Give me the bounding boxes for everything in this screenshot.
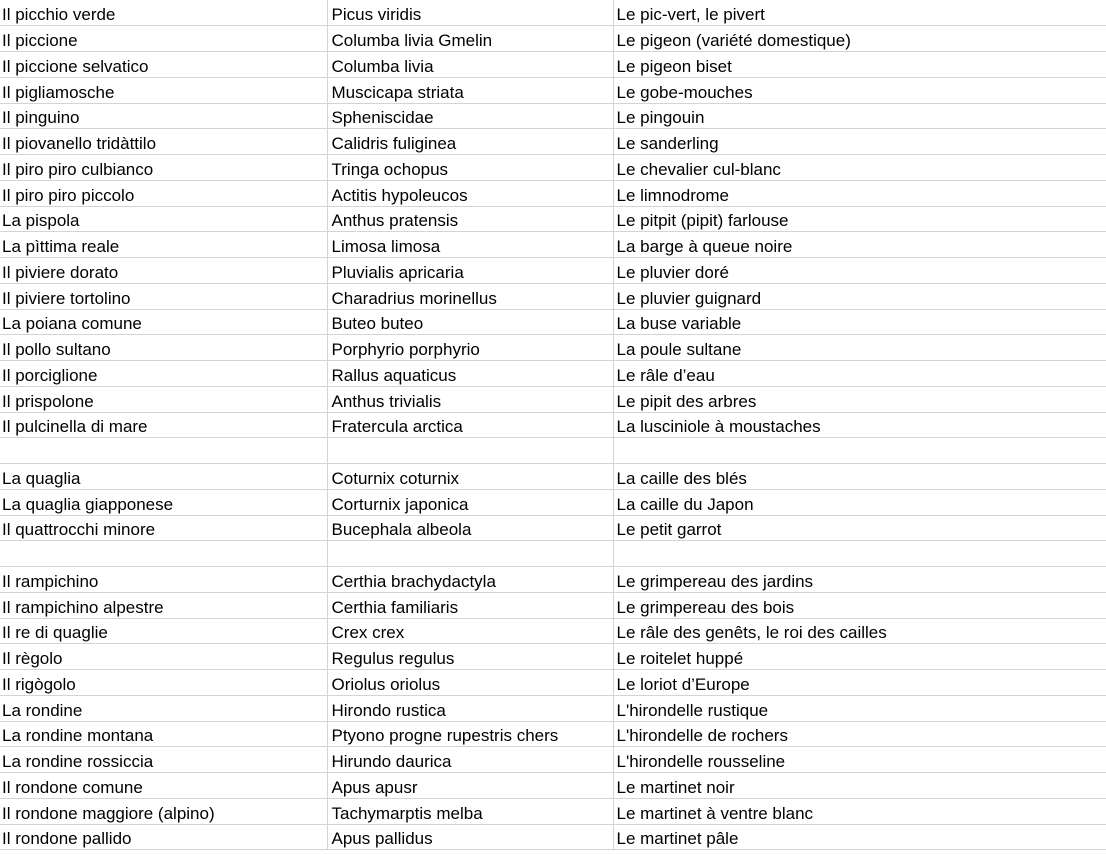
cell-italian-name[interactable]: Il pigliamosche: [0, 77, 327, 103]
table-row: [0, 798, 1106, 824]
table-row: [0, 386, 1106, 412]
cell-italian-name[interactable]: La rondine rossiccia: [0, 747, 327, 773]
cell-italian-name[interactable]: Il porciglione: [0, 361, 327, 387]
cell-latin-name[interactable]: Rallus aquaticus: [327, 361, 613, 387]
cell-latin-name[interactable]: Apus pallidus: [327, 824, 613, 850]
table-row: [0, 232, 1106, 258]
cell-italian-name[interactable]: La pispola: [0, 206, 327, 232]
cell-french-name[interactable]: Le pigeon biset: [613, 52, 1106, 78]
cell-italian-name[interactable]: Il rampichino: [0, 567, 327, 593]
cell-latin-name[interactable]: Spheniscidae: [327, 103, 613, 129]
table-row: [0, 258, 1106, 284]
cell-latin-name[interactable]: Picus viridis: [327, 0, 613, 26]
cell-french-name[interactable]: La caille du Japon: [613, 489, 1106, 515]
table-row: [0, 464, 1106, 490]
cell-latin-name[interactable]: Regulus regulus: [327, 644, 613, 670]
cell-latin-name[interactable]: Columba livia: [327, 52, 613, 78]
cell-italian-name[interactable]: La poiana comune: [0, 309, 327, 335]
table-row: [0, 618, 1106, 644]
cell-french-name[interactable]: [613, 541, 1106, 567]
cell-italian-name[interactable]: Il rondone comune: [0, 773, 327, 799]
cell-italian-name[interactable]: Il piro piro piccolo: [0, 180, 327, 206]
cell-italian-name[interactable]: La pìttima reale: [0, 232, 327, 258]
table-row: [0, 438, 1106, 464]
cell-french-name[interactable]: Le pingouin: [613, 103, 1106, 129]
table-row: [0, 155, 1106, 181]
cell-latin-name[interactable]: Charadrius morinellus: [327, 283, 613, 309]
cell-italian-name[interactable]: Il rondone maggiore (alpino): [0, 798, 327, 824]
cell-italian-name[interactable]: La quaglia giapponese: [0, 489, 327, 515]
table-row: [0, 26, 1106, 52]
cell-italian-name[interactable]: Il piviere tortolino: [0, 283, 327, 309]
cell-latin-name[interactable]: [327, 541, 613, 567]
table-row: [0, 515, 1106, 541]
cell-latin-name[interactable]: Anthus pratensis: [327, 206, 613, 232]
cell-italian-name[interactable]: Il rampichino alpestre: [0, 592, 327, 618]
cell-french-name[interactable]: Le râle des genêts, le roi des cailles: [613, 618, 1106, 644]
cell-french-name[interactable]: Le pipit des arbres: [613, 386, 1106, 412]
cell-italian-name[interactable]: Il quattrocchi minore: [0, 515, 327, 541]
cell-french-name[interactable]: Le pitpit (pipit) farlouse: [613, 206, 1106, 232]
table-row: [0, 0, 1106, 26]
cell-french-name[interactable]: Le pigeon (variété domestique): [613, 26, 1106, 52]
cell-latin-name[interactable]: Apus apusr: [327, 773, 613, 799]
cell-italian-name[interactable]: Il pollo sultano: [0, 335, 327, 361]
table-row: [0, 644, 1106, 670]
cell-latin-name[interactable]: Pluvialis apricaria: [327, 258, 613, 284]
cell-italian-name[interactable]: Il règolo: [0, 644, 327, 670]
cell-latin-name[interactable]: Certhia familiaris: [327, 592, 613, 618]
cell-latin-name[interactable]: Muscicapa striata: [327, 77, 613, 103]
cell-latin-name[interactable]: Corturnix japonica: [327, 489, 613, 515]
table-row: [0, 335, 1106, 361]
table-row: [0, 206, 1106, 232]
table-row: [0, 541, 1106, 567]
cell-latin-name[interactable]: Oriolus oriolus: [327, 670, 613, 696]
table-row: [0, 567, 1106, 593]
table-row: [0, 361, 1106, 387]
cell-latin-name[interactable]: Tringa ochopus: [327, 155, 613, 181]
cell-italian-name[interactable]: Il pulcinella di mare: [0, 412, 327, 438]
cell-latin-name[interactable]: Tachymarptis melba: [327, 798, 613, 824]
cell-french-name[interactable]: Le pluvier guignard: [613, 283, 1106, 309]
table-row: [0, 180, 1106, 206]
table-row: [0, 747, 1106, 773]
table-row: [0, 489, 1106, 515]
cell-italian-name[interactable]: [0, 438, 327, 464]
cell-italian-name[interactable]: Il picchio verde: [0, 0, 327, 26]
cell-french-name[interactable]: La caille des blés: [613, 464, 1106, 490]
cell-italian-name[interactable]: Il pinguino: [0, 103, 327, 129]
cell-french-name[interactable]: Le limnodrome: [613, 180, 1106, 206]
cell-latin-name[interactable]: Columba livia Gmelin: [327, 26, 613, 52]
cell-french-name[interactable]: Le martinet à ventre blanc: [613, 798, 1106, 824]
table-row: [0, 695, 1106, 721]
cell-latin-name[interactable]: Actitis hypoleucos: [327, 180, 613, 206]
cell-french-name[interactable]: Le grimpereau des jardins: [613, 567, 1106, 593]
cell-french-name[interactable]: Le grimpereau des bois: [613, 592, 1106, 618]
cell-french-name[interactable]: Le loriot d’Europe: [613, 670, 1106, 696]
cell-french-name[interactable]: Le petit garrot: [613, 515, 1106, 541]
table-row: [0, 412, 1106, 438]
table-row: [0, 77, 1106, 103]
cell-italian-name[interactable]: Il piro piro culbianco: [0, 155, 327, 181]
cell-french-name[interactable]: L'hirondelle rousseline: [613, 747, 1106, 773]
cell-french-name[interactable]: Le roitelet huppé: [613, 644, 1106, 670]
cell-italian-name[interactable]: Il piccione selvatico: [0, 52, 327, 78]
cell-latin-name[interactable]: Anthus trivialis: [327, 386, 613, 412]
cell-french-name[interactable]: Le pic-vert, le pivert: [613, 0, 1106, 26]
cell-italian-name[interactable]: La rondine: [0, 695, 327, 721]
cell-french-name[interactable]: [613, 438, 1106, 464]
cell-french-name[interactable]: La poule sultane: [613, 335, 1106, 361]
cell-latin-name[interactable]: Hirundo daurica: [327, 747, 613, 773]
cell-french-name[interactable]: La buse variable: [613, 309, 1106, 335]
cell-italian-name[interactable]: [0, 541, 327, 567]
table-row: [0, 721, 1106, 747]
cell-french-name[interactable]: Le râle d’eau: [613, 361, 1106, 387]
table-row: [0, 670, 1106, 696]
cell-italian-name[interactable]: La quaglia: [0, 464, 327, 490]
cell-french-name[interactable]: La barge à queue noire: [613, 232, 1106, 258]
cell-latin-name[interactable]: Bucephala albeola: [327, 515, 613, 541]
cell-latin-name[interactable]: Fratercula arctica: [327, 412, 613, 438]
cell-latin-name[interactable]: Buteo buteo: [327, 309, 613, 335]
cell-latin-name[interactable]: Limosa limosa: [327, 232, 613, 258]
table-row: [0, 824, 1106, 850]
cell-latin-name[interactable]: Coturnix coturnix: [327, 464, 613, 490]
table-row: [0, 129, 1106, 155]
cell-latin-name[interactable]: Ptyono progne rupestris chers: [327, 721, 613, 747]
cell-italian-name[interactable]: Il piovanello tridàttilo: [0, 129, 327, 155]
table-row: [0, 309, 1106, 335]
cell-italian-name[interactable]: La rondine montana: [0, 721, 327, 747]
cell-latin-name[interactable]: Hirondo rustica: [327, 695, 613, 721]
table-row: [0, 103, 1106, 129]
table-row: [0, 592, 1106, 618]
cell-french-name[interactable]: L'hirondelle rustique: [613, 695, 1106, 721]
cell-french-name[interactable]: L'hirondelle de rochers: [613, 721, 1106, 747]
cell-italian-name[interactable]: Il piviere dorato: [0, 258, 327, 284]
cell-italian-name[interactable]: Il re di quaglie: [0, 618, 327, 644]
cell-french-name[interactable]: Le sanderling: [613, 129, 1106, 155]
cell-italian-name[interactable]: Il prispolone: [0, 386, 327, 412]
cell-latin-name[interactable]: Calidris fuliginea: [327, 129, 613, 155]
cell-italian-name[interactable]: Il rigògolo: [0, 670, 327, 696]
cell-italian-name[interactable]: Il rondone pallido: [0, 824, 327, 850]
table-row: [0, 773, 1106, 799]
cell-latin-name[interactable]: [327, 438, 613, 464]
cell-french-name[interactable]: Le martinet pâle: [613, 824, 1106, 850]
table-row: [0, 52, 1106, 78]
table-row: [0, 283, 1106, 309]
cell-latin-name[interactable]: Porphyrio porphyrio: [327, 335, 613, 361]
cell-french-name[interactable]: Le martinet noir: [613, 773, 1106, 799]
cell-french-name[interactable]: Le gobe-mouches: [613, 77, 1106, 103]
cell-latin-name[interactable]: Crex crex: [327, 618, 613, 644]
cell-french-name[interactable]: La lusciniole à moustaches: [613, 412, 1106, 438]
cell-italian-name[interactable]: Il piccione: [0, 26, 327, 52]
cell-latin-name[interactable]: Certhia brachydactyla: [327, 567, 613, 593]
cell-french-name[interactable]: Le chevalier cul-blanc: [613, 155, 1106, 181]
cell-french-name[interactable]: Le pluvier doré: [613, 258, 1106, 284]
